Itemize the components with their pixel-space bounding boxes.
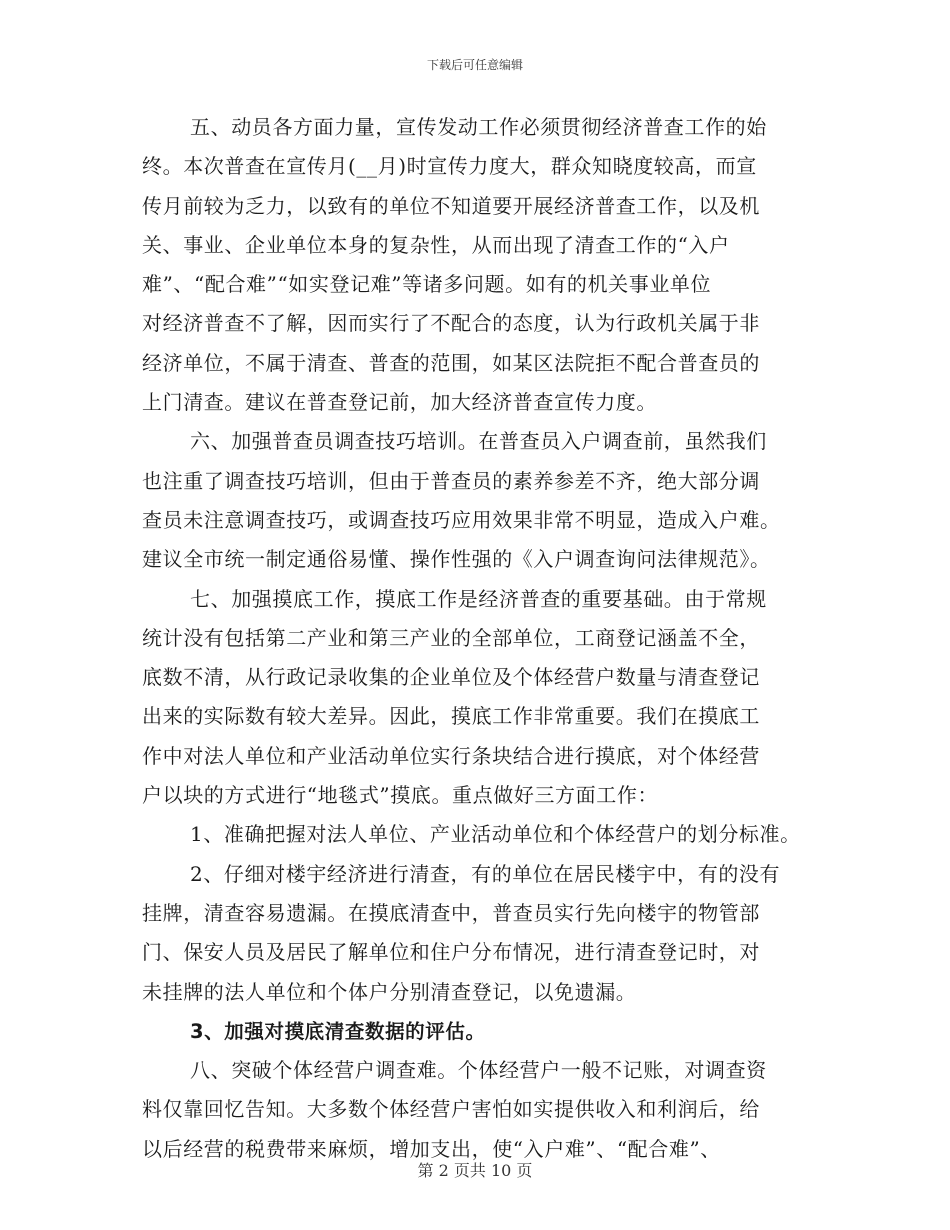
text-line: 统计没有包括第二产业和第三产业的全部单位，工商登记涵盖不全， [142, 625, 760, 650]
document-body [142, 108, 822, 1169]
text-line: 传月前较为乏力，以致有的单位不知道要开展经济普查工作，以及机 [142, 193, 760, 218]
text-line: 作中对法人单位和产业活动单位实行条块结合进行摸底，对个体经营 [142, 743, 760, 768]
page-header: 下载后可任意编辑 [426, 58, 523, 72]
text-line: 八、突破个体经营户调查难。个体经营户一般不记账，对调查资 [190, 1058, 767, 1083]
text-line: 难”、“配合难”“如实登记难”等诸多问题。如有的机关事业单位 [142, 272, 712, 297]
text-line: 未挂牌的法人单位和个体户分别清查登记，以免遗漏。 [142, 979, 637, 1004]
text-line: 查员未注意调查技巧，或调查技巧应用效果非常不明显，造成入户难。 [142, 507, 781, 532]
text-line: 关、事业、企业单位本身的复杂性，从而出现了清查工作的“入户 [142, 232, 730, 257]
text-line: 户以块的方式进行“地毯式”摸底。重点做好三方面工作： [142, 783, 659, 808]
text-line: 对经济普查不了解，因而实行了不配合的态度，认为行政机关属于非 [142, 311, 760, 336]
text-line: 门、保安人员及居民了解单位和住户分布情况，进行清查登记时，对 [142, 940, 760, 965]
text-line: 七、加强摸底工作，摸底工作是经济普查的重要基础。由于常规 [190, 586, 767, 611]
text-line: 上门清查。建议在普查登记前，加大经济普查宣传力度。 [142, 390, 657, 415]
text-line: 也注重了调查技巧培训，但由于普查员的素养参差不齐，绝大部分调 [142, 468, 760, 493]
text-line: 终。本次普查在宣传月(__月)时宣传力度大，群众知晓度较高，而宣 [142, 154, 757, 179]
text-line: 以后经营的税费带来麻烦，增加支出，使“入户难”、“配合难”、 [142, 1136, 721, 1161]
text-line: 底数不清，从行政记录收集的企业单位及个体经营户数量与清查登记 [142, 665, 760, 690]
text-line: 六、加强普查员调查技巧培训。在普查员入户调查前，虽然我们 [190, 429, 767, 454]
text-line: 五、动员各方面力量，宣传发动工作必须贯彻经济普查工作的始 [190, 115, 767, 139]
page-footer: 第 2 页共 10 页 [417, 1161, 533, 1180]
text-line: 建议全市统一制定通俗易懂、操作性强的《入户调查询问法律规范》。 [142, 547, 771, 572]
text-line: 出来的实际数有较大差异。因此，摸底工作非常重要。我们在摸底工 [142, 704, 760, 729]
text-line: 挂牌，清查容易遗漏。在摸底清查中，普查员实行先向楼宇的物管部 [142, 900, 760, 925]
text-line: 2、仔细对楼宇经济进行清查，有的单位在居民楼宇中，有的没有 [190, 861, 781, 886]
text-line: 料仅靠回忆告知。大多数个体经营户害怕如实提供收入和利润后，给 [142, 1097, 760, 1122]
text-line: 1、准确把握对法人单位、产业活动单位和个体经营户的划分标准。 [190, 822, 801, 847]
bold-heading-line: 3、加强对摸底清查数据的评估。 [190, 1019, 486, 1043]
text-line: 经济单位，不属于清查、普查的范围，如某区法院拒不配合普查员的 [142, 350, 760, 375]
